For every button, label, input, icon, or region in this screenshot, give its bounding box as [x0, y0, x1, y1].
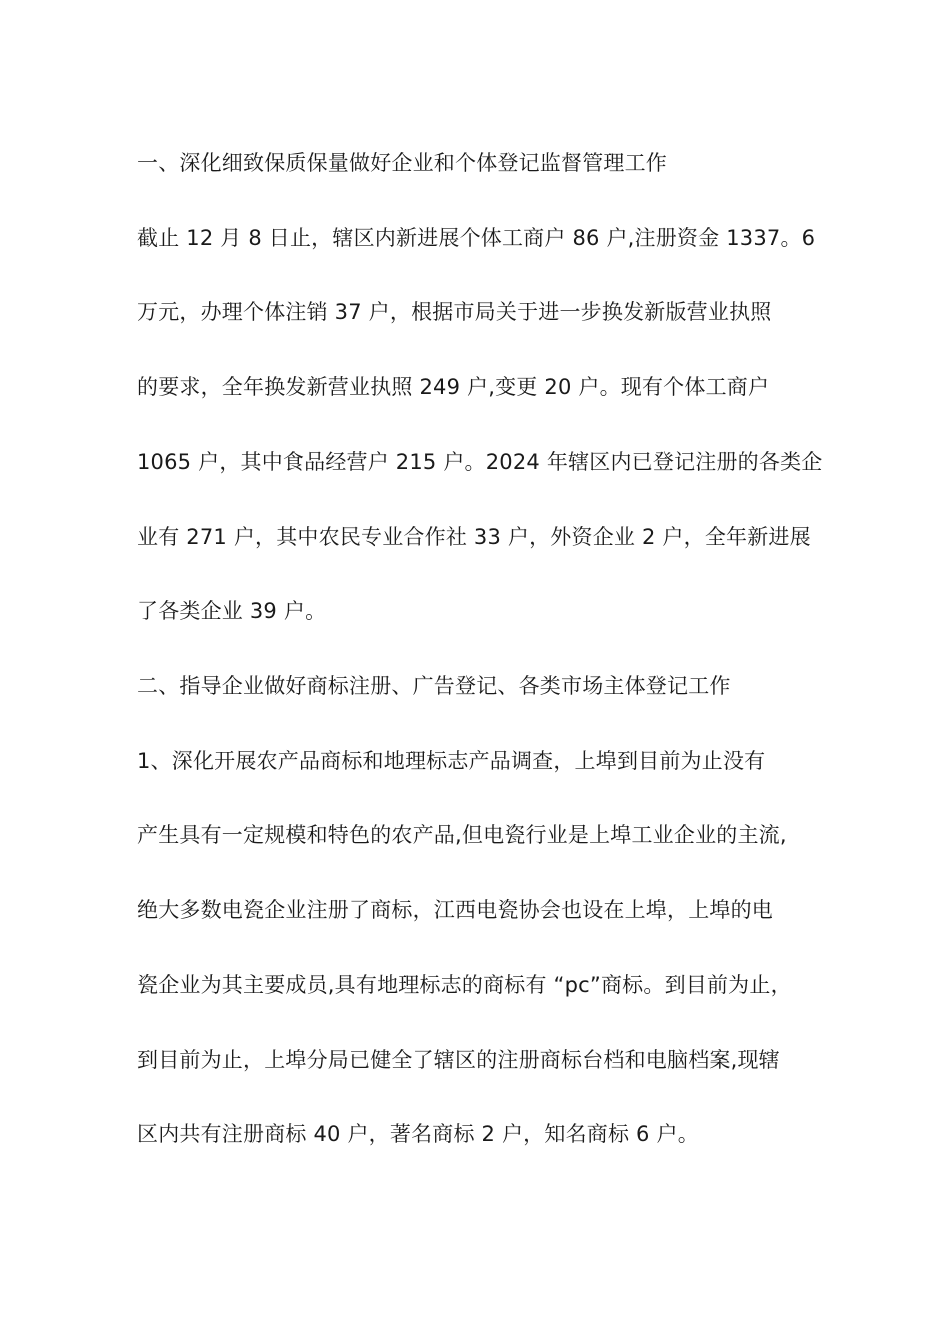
paragraph-line: 瓷企业为其主要成员,具有地理标志的商标有 “pc”商标。到目前为止， [137, 973, 792, 997]
paragraph-line: 绝大多数电瓷企业注册了商标，江西电瓷协会也设在上埠，上埠的电 [137, 898, 773, 922]
section-heading-2: 二、指导企业做好商标注册、广告登记、各类市场主体登记工作 [137, 674, 731, 698]
paragraph-line: 到目前为止，上埠分局已健全了辖区的注册商标台档和电脑档案,现辖 [137, 1048, 780, 1072]
paragraph-line: 产生具有一定规模和特色的农产品,但电瓷行业是上埠工业企业的主流, [137, 823, 787, 847]
paragraph-line: 1、深化开展农产品商标和地理标志产品调查，上埠到目前为止没有 [137, 749, 766, 773]
section-heading-1: 一、深化细致保质保量做好企业和个体登记监督管理工作 [137, 151, 667, 175]
paragraph-line: 1065 户，其中食品经营户 215 户。2024 年辖区内已登记注册的各类企 [137, 450, 823, 474]
paragraph-line: 区内共有注册商标 40 户，著名商标 2 户，知名商标 6 户。 [137, 1122, 699, 1146]
paragraph-line: 的要求，全年换发新营业执照 249 户,变更 20 户。现有个体工商户 [137, 375, 770, 399]
paragraph-line: 万元，办理个体注销 37 户，根据市局关于进一步换发新版营业执照 [137, 300, 772, 324]
paragraph-line: 了各类企业 39 户。 [137, 599, 327, 623]
paragraph-line: 截止 12 月 8 日止，辖区内新进展个体工商户 86 户,注册资金 1337。6 [137, 226, 816, 250]
paragraph-line: 业有 271 户，其中农民专业合作社 33 户，外资企业 2 户，全年新进展 [137, 525, 811, 549]
